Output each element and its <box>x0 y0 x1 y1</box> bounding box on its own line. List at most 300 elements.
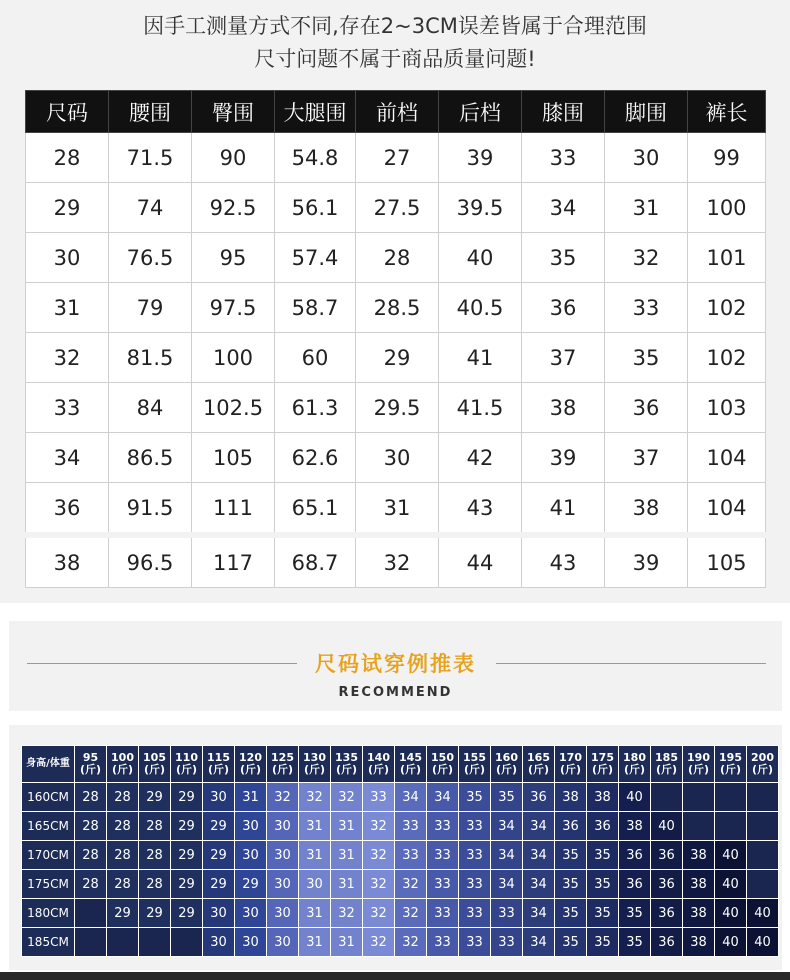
recommend-cell: 29 <box>203 812 235 841</box>
height-cell: 185CM <box>22 928 75 957</box>
size-header-cell: 后档 <box>439 91 522 133</box>
recommend-cell: 34 <box>523 812 555 841</box>
size-header-cell: 前档 <box>356 91 439 133</box>
weight-unit: (斤) <box>143 763 166 776</box>
recommend-cell: 31 <box>331 841 363 870</box>
recommend-cell: 36 <box>651 841 683 870</box>
size-cell: 38 <box>522 383 605 433</box>
size-cell: 28.5 <box>356 283 439 333</box>
weight-unit: (斤) <box>719 763 742 776</box>
recommend-cell: 31 <box>235 783 267 812</box>
weight-value: 195 <box>719 751 742 764</box>
size-cell: 41 <box>522 483 605 536</box>
recommend-cell: 36 <box>651 899 683 928</box>
recommend-cell: 36 <box>651 870 683 899</box>
size-cell: 44 <box>439 535 522 588</box>
weight-value: 170 <box>559 751 582 764</box>
weight-value: 160 <box>495 751 518 764</box>
weight-value: 125 <box>271 751 294 764</box>
size-cell: 39 <box>522 433 605 483</box>
recommend-cell: 28 <box>107 812 139 841</box>
weight-value: 175 <box>591 751 614 764</box>
size-cell: 30 <box>356 433 439 483</box>
recommend-cell: 32 <box>363 928 395 957</box>
size-cell: 96.5 <box>109 535 192 588</box>
weight-unit: (斤) <box>623 763 646 776</box>
weight-header-cell <box>267 746 299 783</box>
recommend-cell: 29 <box>203 870 235 899</box>
bottom-bar <box>0 972 790 980</box>
size-cell: 43 <box>522 535 605 588</box>
size-cell: 84 <box>109 383 192 433</box>
recommend-chart-panel <box>9 725 782 970</box>
recommend-cell: 29 <box>235 870 267 899</box>
recommend-cell <box>651 783 683 812</box>
recommend-cell: 31 <box>299 899 331 928</box>
weight-unit: (斤) <box>175 763 198 776</box>
size-cell: 102 <box>688 333 766 383</box>
recommend-cell: 35 <box>555 841 587 870</box>
weight-header-cell <box>395 746 427 783</box>
size-cell: 104 <box>688 433 766 483</box>
size-cell: 30 <box>605 133 688 183</box>
weight-header-cell <box>139 746 171 783</box>
recommend-cell: 31 <box>331 870 363 899</box>
recommend-cell: 29 <box>171 841 203 870</box>
size-cell: 91.5 <box>109 483 192 536</box>
recommend-cell: 32 <box>331 783 363 812</box>
weight-unit: (斤) <box>591 763 614 776</box>
table-row <box>26 535 766 588</box>
weight-unit: (斤) <box>431 763 454 776</box>
size-cell: 34 <box>26 433 109 483</box>
table-row <box>26 383 766 433</box>
recommend-cell: 34 <box>491 841 523 870</box>
size-cell: 74 <box>109 183 192 233</box>
recommend-cell: 33 <box>491 899 523 928</box>
recommend-cell: 31 <box>299 841 331 870</box>
recommend-cell: 30 <box>235 928 267 957</box>
recommend-cell: 29 <box>171 870 203 899</box>
size-cell: 31 <box>356 483 439 536</box>
size-header-cell: 大腿围 <box>275 91 356 133</box>
recommend-cell: 40 <box>747 899 779 928</box>
size-cell: 92.5 <box>192 183 275 233</box>
weight-unit: (斤) <box>303 763 326 776</box>
recommend-cell: 40 <box>715 841 747 870</box>
recommend-cell: 35 <box>555 870 587 899</box>
weight-value: 150 <box>431 751 454 764</box>
weight-value: 110 <box>175 751 198 764</box>
size-cell: 71.5 <box>109 133 192 183</box>
size-cell: 100 <box>192 333 275 383</box>
weight-unit: (斤) <box>367 763 390 776</box>
recommend-cell: 36 <box>587 812 619 841</box>
recommend-cell: 33 <box>427 899 459 928</box>
recommend-cell: 35 <box>619 928 651 957</box>
recommend-cell: 28 <box>107 841 139 870</box>
recommend-cell: 29 <box>171 812 203 841</box>
table-row <box>26 433 766 483</box>
recommend-cell: 36 <box>555 812 587 841</box>
size-cell: 27 <box>356 133 439 183</box>
size-cell: 39.5 <box>439 183 522 233</box>
recommend-cell: 28 <box>75 870 107 899</box>
weight-header-cell <box>171 746 203 783</box>
recommend-cell: 35 <box>587 899 619 928</box>
size-cell: 62.6 <box>275 433 356 483</box>
weight-value: 135 <box>335 751 358 764</box>
notice-panel <box>0 0 790 90</box>
weight-unit: (斤) <box>751 763 774 776</box>
table-row <box>26 133 766 183</box>
size-cell: 32 <box>26 333 109 383</box>
size-cell: 68.7 <box>275 535 356 588</box>
recommend-cell: 32 <box>331 899 363 928</box>
recommend-cell: 36 <box>651 928 683 957</box>
table-row <box>26 233 766 283</box>
weight-header-cell <box>363 746 395 783</box>
recommend-cell: 35 <box>555 928 587 957</box>
recommend-cell: 36 <box>619 870 651 899</box>
recommend-cell: 33 <box>427 928 459 957</box>
weight-value: 185 <box>655 751 678 764</box>
size-cell: 34 <box>522 183 605 233</box>
weight-unit: (斤) <box>271 763 294 776</box>
size-cell: 38 <box>26 535 109 588</box>
recommend-cell: 32 <box>363 899 395 928</box>
weight-header-cell <box>427 746 459 783</box>
recommend-cell: 35 <box>587 928 619 957</box>
weight-unit: (斤) <box>527 763 550 776</box>
recommend-cell: 33 <box>363 783 395 812</box>
height-cell: 160CM <box>22 783 75 812</box>
size-cell: 43 <box>439 483 522 536</box>
table-row <box>22 870 779 899</box>
size-cell: 76.5 <box>109 233 192 283</box>
recommend-cell <box>107 928 139 957</box>
recommend-cell: 38 <box>555 783 587 812</box>
size-cell: 38 <box>605 483 688 536</box>
recommend-cell: 34 <box>491 870 523 899</box>
recommend-cell: 38 <box>683 870 715 899</box>
size-cell: 28 <box>356 233 439 283</box>
recommend-cell: 34 <box>427 783 459 812</box>
size-cell: 81.5 <box>109 333 192 383</box>
recommend-cell: 34 <box>491 812 523 841</box>
recommend-cell <box>683 783 715 812</box>
recommend-cell <box>747 841 779 870</box>
weight-value: 190 <box>687 751 710 764</box>
recommend-cell: 29 <box>171 899 203 928</box>
table-row <box>26 283 766 333</box>
recommend-cell: 30 <box>235 841 267 870</box>
size-cell: 57.4 <box>275 233 356 283</box>
recommend-header <box>9 621 782 711</box>
recommend-cell: 40 <box>619 783 651 812</box>
recommend-cell <box>715 783 747 812</box>
size-cell: 39 <box>605 535 688 588</box>
weight-header-cell <box>299 746 331 783</box>
size-cell: 58.7 <box>275 283 356 333</box>
size-cell: 60 <box>275 333 356 383</box>
weight-header-cell <box>235 746 267 783</box>
weight-header-cell <box>107 746 139 783</box>
recommend-cell: 28 <box>139 841 171 870</box>
recommend-cell: 32 <box>363 841 395 870</box>
recommend-cell: 30 <box>203 899 235 928</box>
recommend-cell: 29 <box>203 841 235 870</box>
recommend-cell: 31 <box>331 928 363 957</box>
weight-header-cell <box>715 746 747 783</box>
size-cell: 39 <box>439 133 522 183</box>
size-header-row <box>26 91 766 133</box>
recommend-cell: 40 <box>747 928 779 957</box>
recommend-cell: 30 <box>203 783 235 812</box>
table-row <box>22 812 779 841</box>
weight-value: 115 <box>207 751 230 764</box>
weight-header-cell <box>555 746 587 783</box>
recommend-cell: 35 <box>459 783 491 812</box>
recommend-cell: 28 <box>107 870 139 899</box>
weight-value: 145 <box>399 751 422 764</box>
size-cell: 36 <box>26 483 109 536</box>
recommend-cell: 34 <box>395 783 427 812</box>
recommend-cell: 38 <box>683 928 715 957</box>
weight-header-cell <box>587 746 619 783</box>
recommend-title: 尺码试穿例推表 <box>315 652 476 676</box>
size-cell: 36 <box>605 383 688 433</box>
recommend-cell: 31 <box>299 928 331 957</box>
weight-value: 105 <box>143 751 166 764</box>
recommend-cell <box>683 812 715 841</box>
recommend-cell: 38 <box>683 841 715 870</box>
recommend-cell: 32 <box>395 899 427 928</box>
size-cell: 105 <box>688 535 766 588</box>
recommend-cell: 33 <box>395 812 427 841</box>
table-row <box>26 333 766 383</box>
size-cell: 102.5 <box>192 383 275 433</box>
recommend-cell: 33 <box>459 812 491 841</box>
notice-line-2: 尺寸问题不属于商品质量问题! <box>254 47 536 71</box>
recommend-cell: 32 <box>267 783 299 812</box>
size-cell: 65.1 <box>275 483 356 536</box>
size-header-cell: 尺码 <box>26 91 109 133</box>
recommend-cell <box>139 928 171 957</box>
weight-header-cell <box>651 746 683 783</box>
size-cell: 99 <box>688 133 766 183</box>
size-cell: 61.3 <box>275 383 356 433</box>
recommend-cell: 40 <box>715 928 747 957</box>
size-cell: 29 <box>26 183 109 233</box>
weight-header-cell <box>619 746 651 783</box>
size-cell: 29 <box>356 333 439 383</box>
size-header-cell: 臀围 <box>192 91 275 133</box>
size-cell: 33 <box>26 383 109 433</box>
weight-value: 155 <box>463 751 486 764</box>
size-cell: 36 <box>522 283 605 333</box>
size-cell: 79 <box>109 283 192 333</box>
recommend-subtitle: RECOMMEND <box>338 685 453 700</box>
recommend-cell <box>747 870 779 899</box>
recommend-cell <box>747 783 779 812</box>
recommend-cell: 30 <box>267 841 299 870</box>
recommend-cell: 28 <box>107 783 139 812</box>
recommend-cell: 30 <box>235 812 267 841</box>
size-cell: 31 <box>605 183 688 233</box>
recommend-cell: 33 <box>459 841 491 870</box>
recommend-cell: 33 <box>459 928 491 957</box>
size-cell: 27.5 <box>356 183 439 233</box>
recommend-cell: 38 <box>587 783 619 812</box>
table-row <box>22 841 779 870</box>
weight-unit: (斤) <box>655 763 678 776</box>
size-cell: 105 <box>192 433 275 483</box>
weight-header-cell <box>203 746 235 783</box>
recommend-cell: 30 <box>203 928 235 957</box>
weight-value: 140 <box>367 751 390 764</box>
size-cell: 111 <box>192 483 275 536</box>
size-cell: 104 <box>688 483 766 536</box>
size-cell: 40.5 <box>439 283 522 333</box>
recommend-cell: 30 <box>267 928 299 957</box>
recommend-cell <box>75 928 107 957</box>
recommend-cell: 29 <box>171 783 203 812</box>
weight-header-cell <box>491 746 523 783</box>
weight-unit: (斤) <box>79 763 102 776</box>
recommend-cell: 35 <box>587 870 619 899</box>
height-cell: 180CM <box>22 899 75 928</box>
recommend-cell <box>747 812 779 841</box>
weight-unit: (斤) <box>559 763 582 776</box>
size-cell: 97.5 <box>192 283 275 333</box>
weight-header-cell <box>75 746 107 783</box>
recommend-cell <box>75 899 107 928</box>
recommend-cell: 31 <box>299 812 331 841</box>
recommend-cell: 34 <box>523 870 555 899</box>
recommend-cell: 38 <box>683 899 715 928</box>
weight-value: 200 <box>751 751 774 764</box>
weight-value: 95 <box>82 751 99 764</box>
size-cell: 33 <box>522 133 605 183</box>
size-cell: 86.5 <box>109 433 192 483</box>
height-cell: 175CM <box>22 870 75 899</box>
recommend-cell: 33 <box>395 841 427 870</box>
recommend-cell: 32 <box>363 870 395 899</box>
size-cell: 56.1 <box>275 183 356 233</box>
size-cell: 54.8 <box>275 133 356 183</box>
recommend-cell: 33 <box>491 928 523 957</box>
size-header-cell: 腰围 <box>109 91 192 133</box>
size-cell: 42 <box>439 433 522 483</box>
recommend-cell: 33 <box>427 812 459 841</box>
recommend-cell: 33 <box>427 841 459 870</box>
size-header-cell: 膝围 <box>522 91 605 133</box>
weight-unit: (斤) <box>335 763 358 776</box>
recommend-header-row <box>22 746 779 783</box>
recommend-cell: 30 <box>267 870 299 899</box>
size-cell: 35 <box>605 333 688 383</box>
weight-value: 130 <box>303 751 326 764</box>
recommend-cell: 40 <box>715 899 747 928</box>
size-chart-table <box>25 90 766 588</box>
notice-line-1: 因手工测量方式不同,存在2~3CM误差皆属于合理范围 <box>143 14 647 38</box>
weight-value: 165 <box>527 751 550 764</box>
size-cell: 37 <box>522 333 605 383</box>
weight-header-cell <box>747 746 779 783</box>
recommend-cell: 33 <box>459 870 491 899</box>
recommend-cell: 30 <box>299 870 331 899</box>
recommend-cell: 32 <box>395 870 427 899</box>
size-cell: 41.5 <box>439 383 522 433</box>
size-cell: 95 <box>192 233 275 283</box>
size-cell: 40 <box>439 233 522 283</box>
recommend-cell: 31 <box>331 812 363 841</box>
recommend-cell: 35 <box>587 841 619 870</box>
size-cell: 29.5 <box>356 383 439 433</box>
weight-header-cell <box>683 746 715 783</box>
size-cell: 103 <box>688 383 766 433</box>
size-cell: 31 <box>26 283 109 333</box>
recommend-cell: 30 <box>235 899 267 928</box>
size-cell: 28 <box>26 133 109 183</box>
size-cell: 101 <box>688 233 766 283</box>
recommend-cell: 40 <box>651 812 683 841</box>
recommend-cell: 32 <box>395 928 427 957</box>
recommend-cell: 34 <box>523 899 555 928</box>
weight-header-cell <box>331 746 363 783</box>
recommend-cell: 34 <box>523 928 555 957</box>
table-row <box>22 783 779 812</box>
table-row <box>22 899 779 928</box>
recommend-cell: 30 <box>267 812 299 841</box>
weight-unit: (斤) <box>495 763 518 776</box>
height-cell: 165CM <box>22 812 75 841</box>
corner-cell: 身高/体重 <box>22 746 75 783</box>
recommend-cell: 33 <box>427 870 459 899</box>
size-header-cell: 裤长 <box>688 91 766 133</box>
recommend-cell: 28 <box>75 812 107 841</box>
weight-header-cell <box>459 746 491 783</box>
recommend-table <box>21 745 779 957</box>
recommend-cell: 33 <box>459 899 491 928</box>
table-row <box>22 928 779 957</box>
recommend-cell: 35 <box>555 899 587 928</box>
size-chart-panel <box>0 90 790 603</box>
recommend-cell: 29 <box>139 783 171 812</box>
recommend-cell: 36 <box>523 783 555 812</box>
recommend-cell: 35 <box>619 899 651 928</box>
size-cell: 32 <box>605 233 688 283</box>
recommend-cell: 32 <box>299 783 331 812</box>
weight-value: 120 <box>239 751 262 764</box>
recommend-cell: 40 <box>715 870 747 899</box>
recommend-cell: 35 <box>491 783 523 812</box>
weight-unit: (斤) <box>687 763 710 776</box>
recommend-cell: 28 <box>139 812 171 841</box>
weight-unit: (斤) <box>239 763 262 776</box>
recommend-cell: 30 <box>267 899 299 928</box>
size-cell: 102 <box>688 283 766 333</box>
weight-unit: (斤) <box>463 763 486 776</box>
size-cell: 37 <box>605 433 688 483</box>
size-cell: 100 <box>688 183 766 233</box>
recommend-cell <box>171 928 203 957</box>
recommend-cell: 29 <box>107 899 139 928</box>
size-cell: 117 <box>192 535 275 588</box>
table-row <box>26 183 766 233</box>
recommend-cell: 28 <box>139 870 171 899</box>
